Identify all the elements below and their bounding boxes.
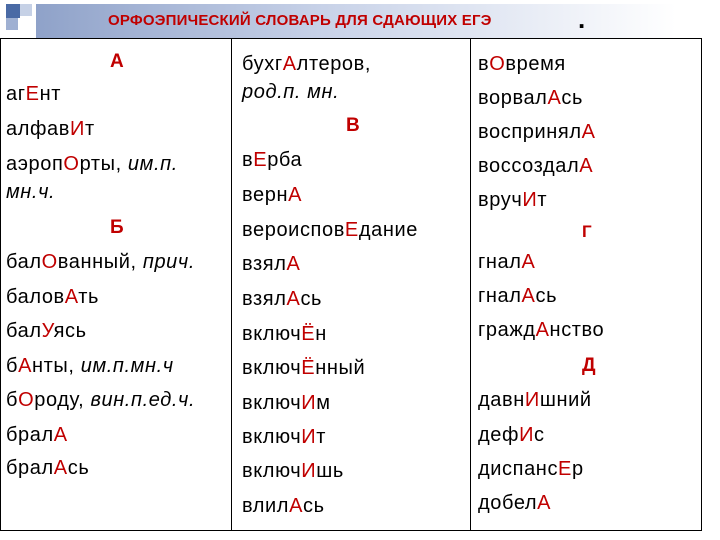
section-header-d: Д [582,355,597,376]
list-item: вероисповЕдание [242,219,419,241]
list-item: бухгАлтеров, [242,53,372,75]
list-item: ворвалАсь [478,87,584,109]
list-item: вернА [242,184,303,206]
list-item: бОроду, вин.п.ед.ч. [6,389,196,411]
list-item: включИт [242,426,326,448]
list-item: аэропОрты, им.п. [6,153,178,175]
list-item: включЁн [242,323,327,345]
decor-square-mid [6,18,18,30]
section-header-a: А [110,51,125,72]
list-item: включИм [242,392,331,414]
list-item-note: род.п. мн. [242,81,340,103]
list-item: гналА [478,251,536,273]
list-item: дефИс [478,424,545,446]
page-title: ОРФОЭПИЧЕСКИЙ СЛОВАРЬ ДЛЯ СДАЮЩИХ ЕГЭ [108,12,492,29]
list-item: бралАсь [6,457,90,479]
list-item: влилАсь [242,495,325,517]
list-item: взялА [242,253,301,275]
dictionary-table [0,38,702,531]
section-header-v: В [346,115,361,136]
list-item: гналАсь [478,285,558,307]
column-divider [231,38,232,531]
list-item: граждАнство [478,319,605,341]
list-item: алфавИт [6,118,95,140]
list-item: включИшь [242,460,344,482]
section-header-g: Г [582,222,593,241]
column-divider [470,38,471,531]
list-item: вручИт [478,189,548,211]
list-item: агЕнт [6,83,61,105]
decor-square-light [20,4,32,16]
list-item-note: мн.ч. [6,181,56,203]
list-item: вЕрба [242,149,303,171]
list-item: давнИшний [478,389,592,411]
list-item: бАнты, им.п.мн.ч [6,355,174,377]
list-item: балОванный, прич. [6,251,196,273]
title-dot: . [578,4,586,34]
list-item: воссоздалА [478,155,594,177]
list-item: воспринялА [478,121,596,143]
list-item: балУясь [6,320,87,342]
list-item: включЁнный [242,357,366,379]
list-item: бралА [6,424,68,446]
list-item: диспансЕр [478,458,584,480]
decor-square-dark [6,4,20,18]
list-item: взялАсь [242,288,323,310]
list-item: баловАть [6,286,100,308]
list-item: вОвремя [478,53,566,75]
list-item: добелА [478,492,552,514]
section-header-b: Б [110,217,125,238]
